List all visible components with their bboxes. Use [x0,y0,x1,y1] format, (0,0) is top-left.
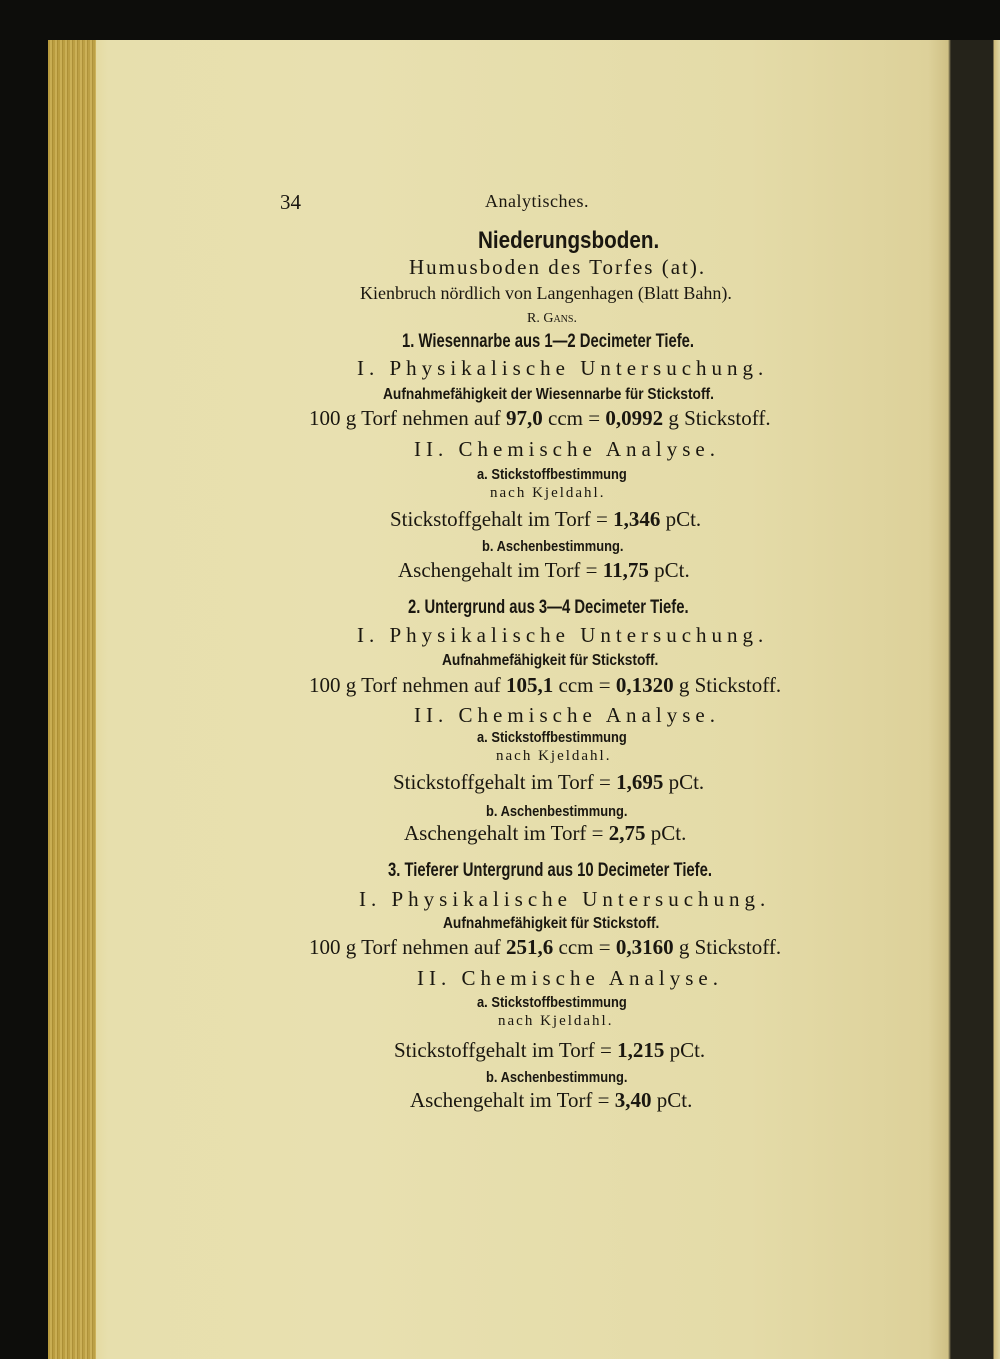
absorption-line [309,673,781,698]
nitrogen-content-label: Stickstoffgehalt im Torf = [393,770,611,794]
ash-content-value: 11,75 [602,558,649,582]
physical-exam-title: I. Physikalische Untersuchung. [359,887,771,911]
absorption-subtitle: Aufnahmefähigkeit für Stickstoff. [443,915,660,932]
kjeldahl-note: nach Kjeldahl. [498,1013,614,1029]
chemical-analysis-title: II. Chemische Analyse. [414,437,720,461]
nitrogen-content-unit: pCt. [668,770,705,794]
nitrogen-content-label: Stickstoffgehalt im Torf = [394,1038,612,1062]
ash-content-line [410,1088,692,1113]
nitrogen-content-value: 1,695 [616,770,664,794]
absorption-ccm-unit: ccm = [558,935,611,959]
nitrogen-determination-subtitle: a. Stickstoffbestimmung [477,466,627,483]
ash-content-line [398,558,690,583]
nitrogen-content-unit: pCt. [665,507,702,531]
ash-content-unit: pCt. [654,558,690,582]
nitrogen-content-value: 1,346 [613,507,661,531]
page-edge-stack [48,40,96,1359]
nitrogen-content-unit: pCt. [669,1038,706,1062]
absorption-nitrogen-value: 0,0992 [605,406,664,430]
nitrogen-content-line [394,1038,705,1063]
nitrogen-content-line [393,770,704,795]
nitrogen-determination-subtitle: a. Stickstoffbestimmung [477,729,627,746]
absorption-ccm-value: 251,6 [506,935,554,959]
ash-content-value: 3,40 [614,1088,652,1112]
physical-exam-title: I. Physikalische Untersuchung. [357,356,769,380]
ash-content-value: 2,75 [608,821,646,845]
ash-content-unit: pCt. [650,821,687,845]
absorption-ccm-value: 97,0 [506,406,543,430]
ash-determination-subtitle: b. Aschenbestimmung. [486,1069,628,1086]
absorption-nitrogen-unit: g Stickstoff. [668,406,771,430]
ash-determination-subtitle: b. Aschenbestimmung. [486,803,628,820]
ash-content-label: Aschengehalt im Torf = [410,1088,610,1112]
section-title: 2. Untergrund aus 3—4 Decimeter Tiefe. [408,597,689,618]
physical-exam-title: I. Physikalische Untersuchung. [357,623,769,647]
absorption-nitrogen-value: 0,1320 [615,673,674,697]
page-number: 34 [280,190,301,214]
section-title: 3. Tieferer Untergrund aus 10 Decimeter Tiefe. [388,860,712,881]
absorption-ccm-unit: ccm = [548,406,601,430]
chemical-analysis-title: II. Chemische Analyse. [417,966,723,990]
nitrogen-content-label: Stickstoffgehalt im Torf = [390,507,608,531]
absorption-line [309,935,781,960]
absorption-text: 100 g Torf nehmen auf [309,673,501,697]
ash-content-line [404,821,686,846]
running-title: Analytisches. [485,191,589,211]
absorption-subtitle: Aufnahmefähigkeit für Stickstoff. [442,652,659,669]
nitrogen-content-line [390,507,701,532]
absorption-ccm-unit: ccm = [558,673,611,697]
ash-content-label: Aschengehalt im Torf = [404,821,604,845]
absorption-text: 100 g Torf nehmen auf [309,935,501,959]
absorption-nitrogen-value: 0,3160 [615,935,674,959]
author-line: R. Gans. [527,311,577,326]
main-heading: Niederungsboden. [478,227,660,254]
absorption-text: 100 g Torf nehmen auf [309,406,501,430]
absorption-ccm-value: 105,1 [506,673,554,697]
soil-type-title: Humusboden des Torfes (at). [409,255,707,279]
kjeldahl-note: nach Kjeldahl. [496,748,612,764]
kjeldahl-note: nach Kjeldahl. [490,485,606,501]
chemical-analysis-title: II. Chemische Analyse. [414,703,720,727]
absorption-nitrogen-unit: g Stickstoff. [678,935,782,959]
section-title: 1. Wiesennarbe aus 1—2 Decimeter Tiefe. [402,331,695,352]
location-line: Kienbruch nördlich von Langenhagen (Blatt Bahn). [360,283,732,303]
absorption-subtitle: Aufnahmefähigkeit der Wiesennarbe für Stickstoff. [383,386,714,403]
absorption-line [309,406,771,431]
nitrogen-content-value: 1,215 [617,1038,665,1062]
absorption-nitrogen-unit: g Stickstoff. [678,673,782,697]
nitrogen-determination-subtitle: a. Stickstoffbestimmung [477,994,627,1011]
ash-content-unit: pCt. [656,1088,693,1112]
ash-determination-subtitle: b. Aschenbestimmung. [482,538,624,555]
ash-content-label: Aschengehalt im Torf = [398,558,598,582]
